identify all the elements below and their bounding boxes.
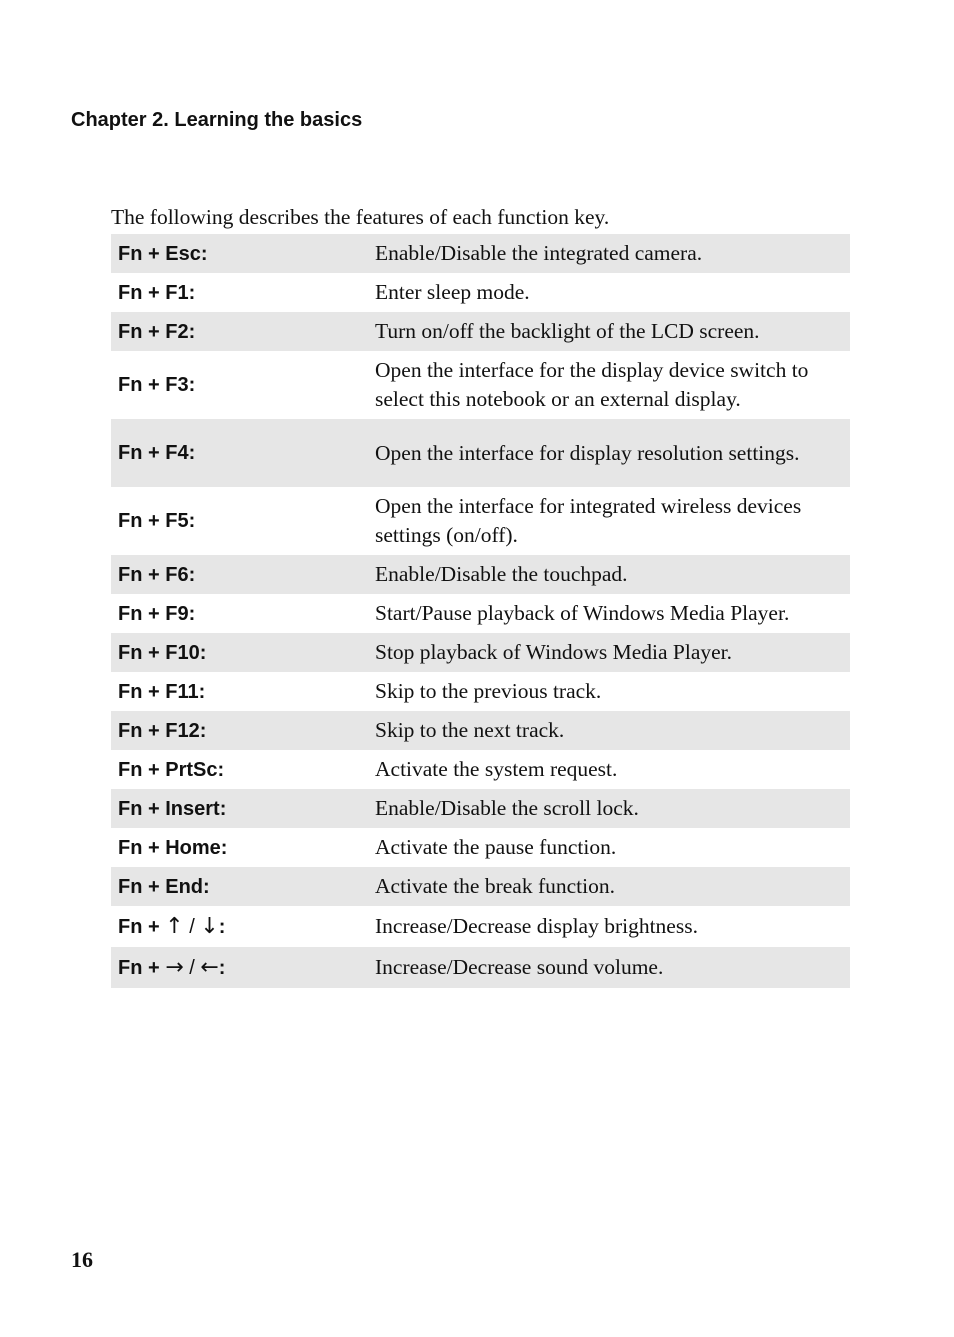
key-description: Activate the system request. bbox=[375, 757, 618, 781]
key-description: Skip to the previous track. bbox=[375, 679, 602, 703]
table-row-fn-f6 bbox=[111, 555, 850, 594]
table-row-fn-f9 bbox=[111, 594, 850, 633]
key-combo: Fn + F4: bbox=[111, 419, 375, 487]
table-row-fn-f2 bbox=[111, 312, 850, 351]
key-combo: Fn + F12: bbox=[111, 711, 375, 750]
key-description: Skip to the next track. bbox=[375, 711, 850, 750]
key-combo: Fn + PrtSc: bbox=[118, 758, 225, 781]
table-row-fn-f1 bbox=[111, 273, 850, 312]
key-description: Increase/Decrease display brightness. bbox=[375, 914, 698, 938]
key-description: Enter sleep mode. bbox=[375, 280, 530, 304]
key-description: Start/Pause playback of Windows Media Player. bbox=[375, 601, 790, 625]
key-description: Open the interface for integrated wireless devices settings (on/off). bbox=[375, 494, 802, 547]
table-row-fn-f5 bbox=[111, 487, 850, 555]
key-combo: Fn + F1: bbox=[118, 281, 196, 304]
key-combo: Fn + F10: bbox=[111, 633, 375, 672]
table-row-fn-f12 bbox=[111, 711, 850, 750]
table-row-fn-end bbox=[111, 867, 850, 906]
intro-text: The following describes the features of each function key. bbox=[111, 205, 610, 229]
table-row-fn-esc bbox=[111, 234, 850, 273]
key-combo bbox=[111, 906, 375, 947]
key-description: Turn on/off the backlight of the LCD screen. bbox=[375, 312, 850, 351]
key-combo bbox=[111, 947, 375, 988]
key-suffix: : bbox=[218, 956, 226, 979]
key-description: Activate the pause function. bbox=[375, 835, 617, 859]
key-combo: Fn + F9: bbox=[118, 602, 196, 625]
table-row-fn-f11 bbox=[111, 672, 850, 711]
key-combo: Fn + F3: bbox=[118, 374, 196, 396]
key-separator: / bbox=[183, 956, 201, 979]
key-description: Enable/Disable the touchpad. bbox=[375, 555, 850, 594]
arrow-right-icon: → bbox=[165, 954, 184, 980]
table-row-fn-up-down bbox=[111, 906, 850, 947]
key-combo: Fn + F6: bbox=[111, 555, 375, 594]
key-description: Enable/Disable the scroll lock. bbox=[375, 789, 850, 828]
key-suffix: : bbox=[218, 915, 226, 938]
table-row-fn-right-left bbox=[111, 947, 850, 988]
key-combo: Fn + End: bbox=[111, 867, 375, 906]
key-combo: Fn + Insert: bbox=[111, 789, 375, 828]
key-description: Activate the break function. bbox=[375, 867, 850, 906]
table-row-fn-f4 bbox=[111, 419, 850, 487]
page-number: 16 bbox=[71, 1247, 93, 1272]
key-description: Stop playback of Windows Media Player. bbox=[375, 633, 850, 672]
arrow-up-icon: ↑ bbox=[165, 913, 184, 939]
table-row-fn-prtsc bbox=[111, 750, 850, 789]
key-prefix: Fn + bbox=[118, 956, 166, 979]
key-prefix: Fn + bbox=[118, 915, 166, 938]
key-combo: Fn + Home: bbox=[118, 836, 228, 859]
arrow-down-icon: ↓ bbox=[200, 913, 219, 939]
chapter-title: Chapter 2. Learning the basics bbox=[71, 109, 363, 131]
key-description: Enable/Disable the integrated camera. bbox=[375, 234, 850, 273]
function-key-table bbox=[111, 234, 850, 988]
key-description: Open the interface for the display device switch to select this notebook or an external display. bbox=[375, 358, 809, 411]
table-row-fn-insert bbox=[111, 789, 850, 828]
key-combo: Fn + F5: bbox=[118, 510, 196, 532]
key-description: Increase/Decrease sound volume. bbox=[375, 947, 850, 988]
table-row-fn-f10 bbox=[111, 633, 850, 672]
key-combo: Fn + F2: bbox=[111, 312, 375, 351]
table-row-fn-f3 bbox=[111, 351, 850, 419]
table-row-fn-home bbox=[111, 828, 850, 867]
arrow-left-icon: ← bbox=[200, 954, 219, 980]
key-combo: Fn + Esc: bbox=[111, 234, 375, 273]
key-separator: / bbox=[183, 915, 201, 938]
key-description: Open the interface for display resolution settings. bbox=[375, 419, 850, 487]
key-combo: Fn + F11: bbox=[118, 680, 206, 703]
